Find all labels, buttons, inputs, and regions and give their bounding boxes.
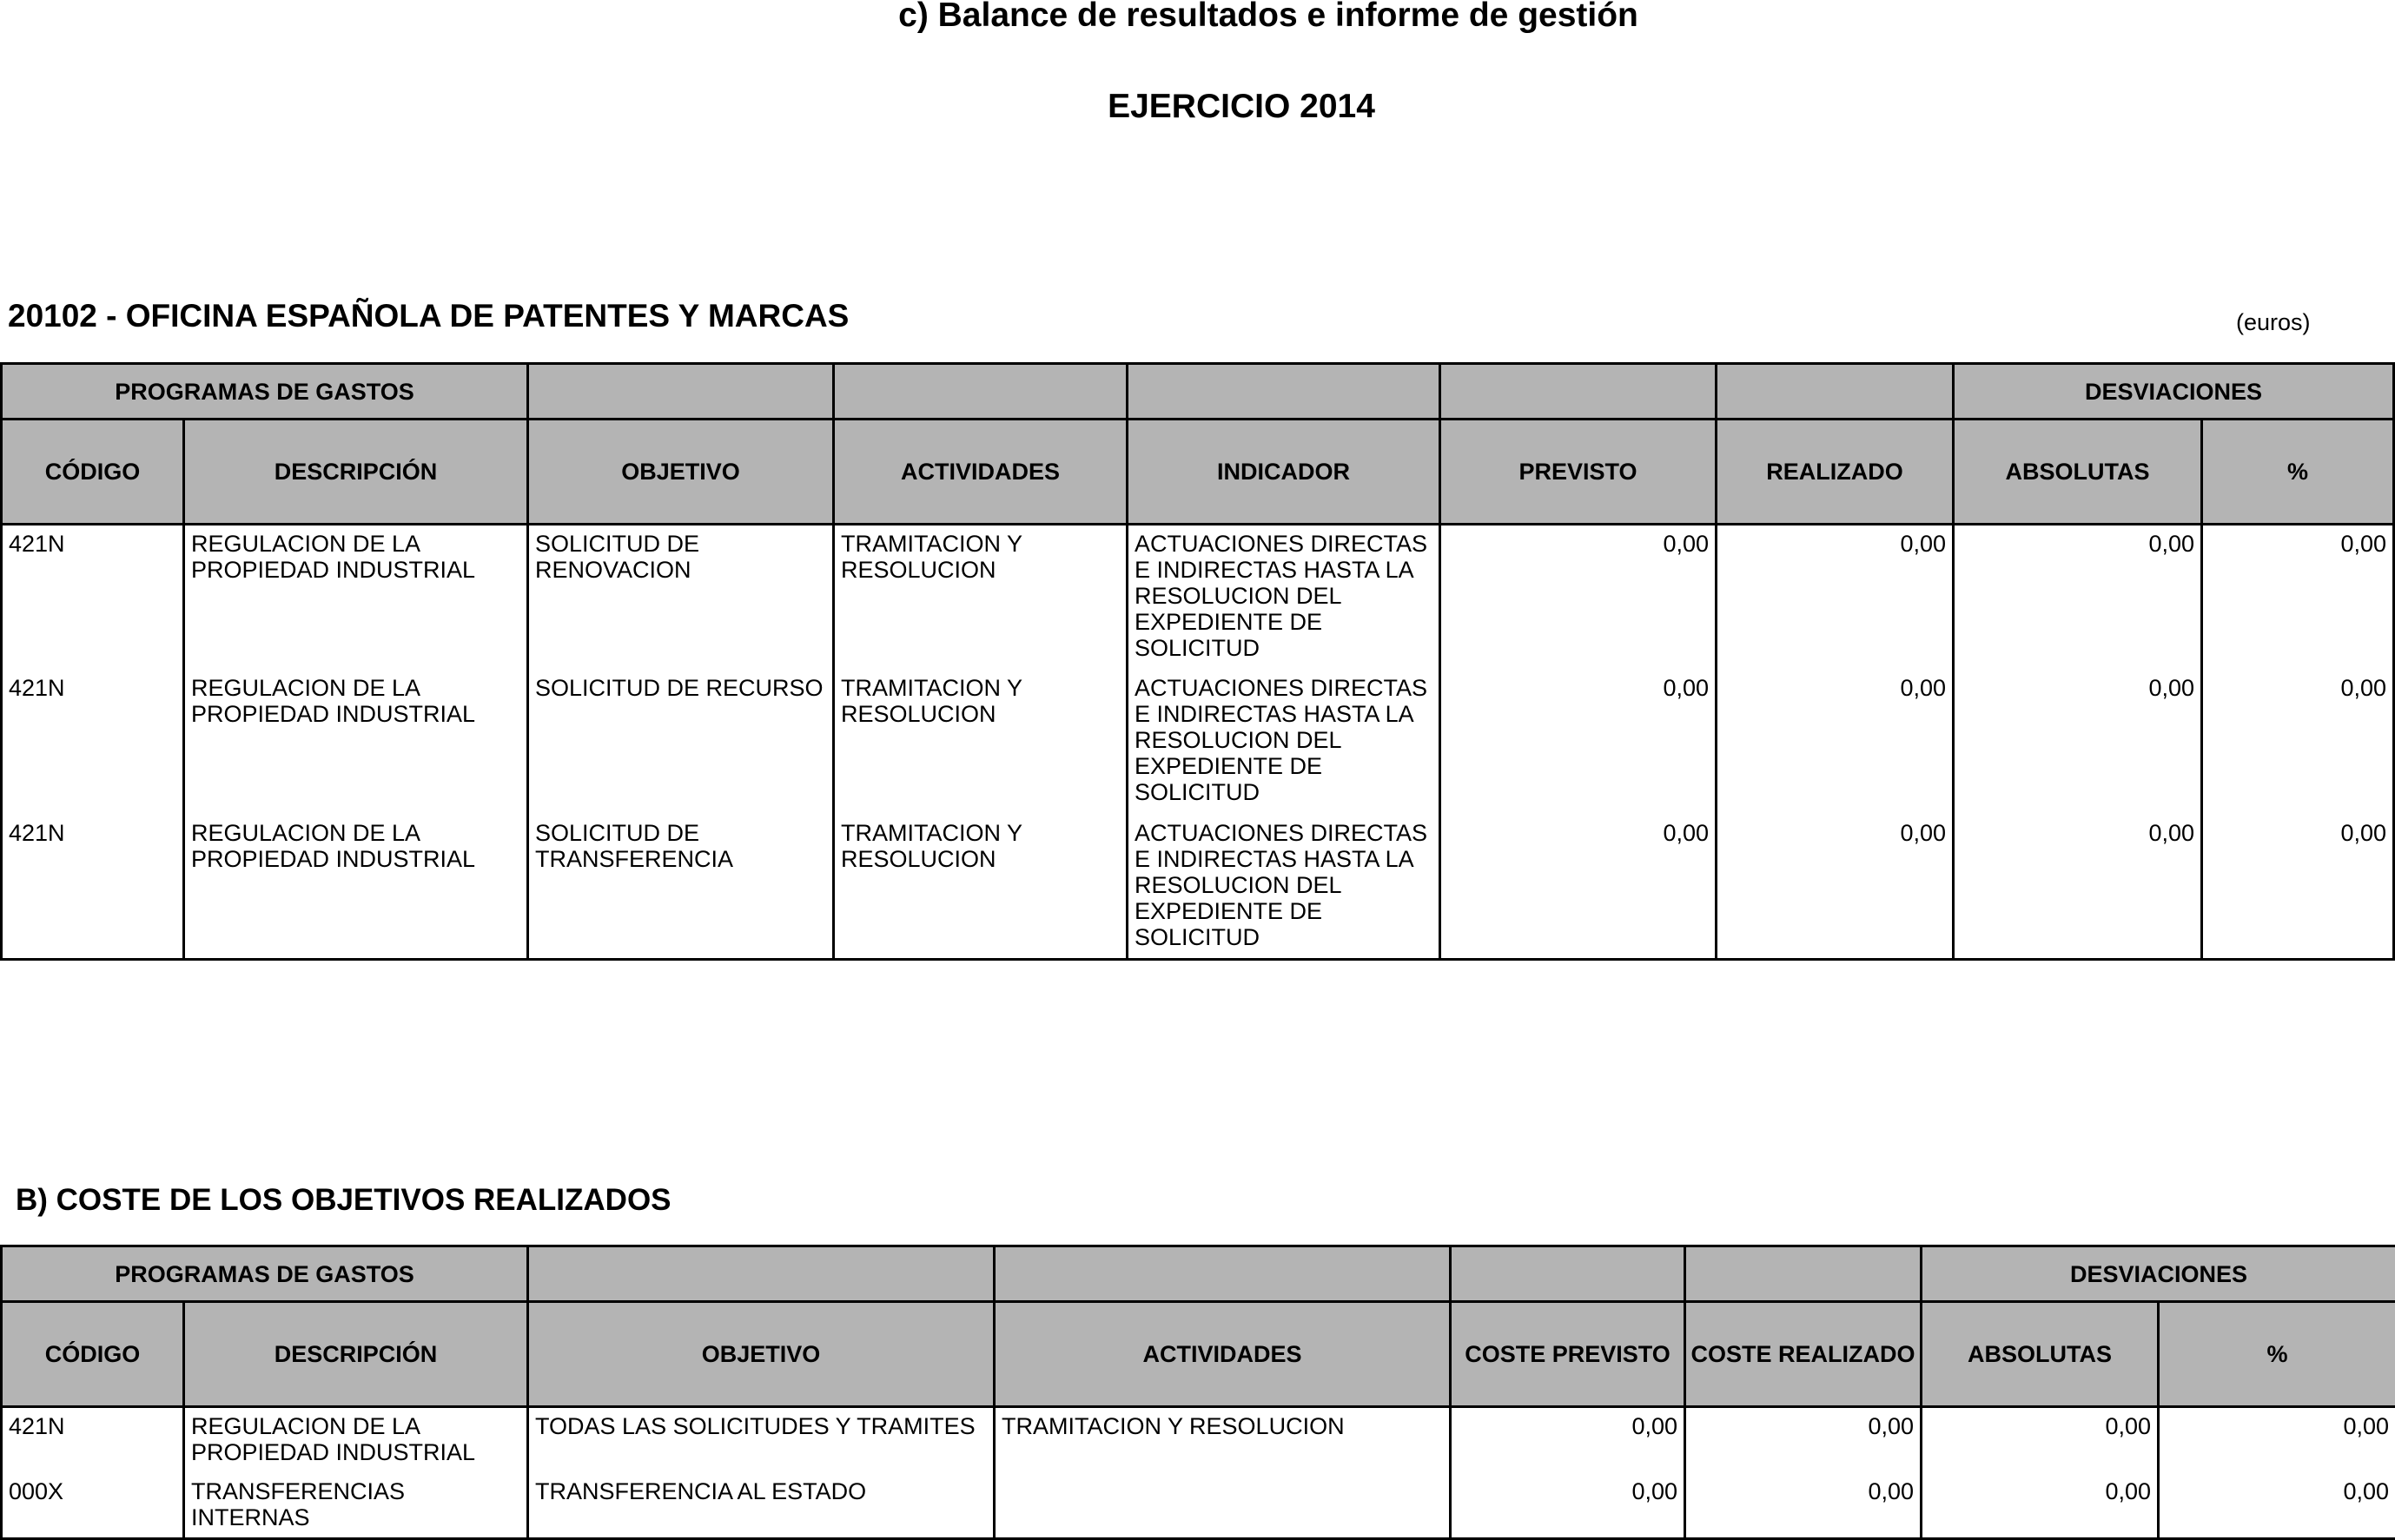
cell-codigo: 421N: [2, 525, 184, 670]
column-header-absolutas: ABSOLUTAS: [1954, 420, 2202, 525]
table-row: [2, 1473, 2395, 1539]
cell-objetivo: SOLICITUD DE TRANSFERENCIA: [528, 815, 834, 960]
group-header-empty: [1717, 364, 1954, 420]
column-header-objetivo: OBJETIVO: [528, 1302, 995, 1407]
column-header-codigo: CÓDIGO: [2, 420, 184, 525]
cell-descripcion: REGULACION DE LA PROPIEDAD INDUSTRIAL: [184, 525, 528, 670]
cell-coste-previsto: 0,00: [1451, 1473, 1685, 1539]
cell-descripcion: TRANSFERENCIAS INTERNAS: [184, 1473, 528, 1539]
column-header-realizado: REALIZADO: [1717, 420, 1954, 525]
cell-indicador: ACTUACIONES DIRECTAS E INDIRECTAS HASTA LA RESOLUCION DEL EXPEDIENTE DE SOLICITUD: [1128, 670, 1440, 815]
column-header-porcentaje: %: [2202, 420, 2394, 525]
cell-actividades: TRAMITACION Y RESOLUCION: [834, 815, 1128, 960]
table-column-header-row: [2, 1302, 2395, 1407]
column-header-coste-previsto: COSTE PREVISTO: [1451, 1302, 1685, 1407]
table-row: [2, 1407, 2395, 1473]
cell-indicador: ACTUACIONES DIRECTAS E INDIRECTAS HASTA LA RESOLUCION DEL EXPEDIENTE DE SOLICITUD: [1128, 525, 1440, 670]
document-title: c) Balance de resultados e informe de gestión: [898, 0, 1638, 34]
cell-absolutas: 0,00: [1954, 670, 2202, 815]
cell-absolutas: 0,00: [1922, 1473, 2159, 1539]
column-header-indicador: INDICADOR: [1128, 420, 1440, 525]
units-label: (euros): [2236, 309, 2311, 335]
cell-porcentaje: 0,00: [2159, 1407, 2395, 1473]
cell-absolutas: 0,00: [1954, 815, 2202, 960]
cell-objetivo: TODAS LAS SOLICITUDES Y TRAMITES: [528, 1407, 995, 1473]
table-row: [2, 815, 2394, 960]
cell-absolutas: 0,00: [1922, 1407, 2159, 1473]
indicators-table: [0, 362, 2395, 961]
group-header-empty: [1685, 1246, 1922, 1302]
entity-title: 20102 - OFICINA ESPAÑOLA DE PATENTES Y MARCAS: [8, 298, 850, 334]
group-header-programas: PROGRAMAS DE GASTOS: [2, 1246, 528, 1302]
cell-indicador: ACTUACIONES DIRECTAS E INDIRECTAS HASTA LA RESOLUCION DEL EXPEDIENTE DE SOLICITUD: [1128, 815, 1440, 960]
table-row: [2, 670, 2394, 815]
column-header-actividades: ACTIVIDADES: [995, 1302, 1451, 1407]
cell-objetivo: SOLICITUD DE RENOVACION: [528, 525, 834, 670]
column-header-previsto: PREVISTO: [1440, 420, 1717, 525]
group-header-empty: [1440, 364, 1717, 420]
group-header-desviaciones: DESVIACIONES: [1954, 364, 2394, 420]
cell-porcentaje: 0,00: [2159, 1473, 2395, 1539]
section-b-title: B) COSTE DE LOS OBJETIVOS REALIZADOS: [16, 1183, 672, 1217]
cell-porcentaje: 0,00: [2202, 525, 2394, 670]
cell-codigo: 421N: [2, 1407, 184, 1473]
cell-actividades: TRAMITACION Y RESOLUCION: [995, 1407, 1451, 1473]
cell-codigo: 000X: [2, 1473, 184, 1539]
group-header-empty: [528, 364, 834, 420]
column-header-objetivo: OBJETIVO: [528, 420, 834, 525]
column-header-descripcion: DESCRIPCIÓN: [184, 1302, 528, 1407]
cell-actividades: TRAMITACION Y RESOLUCION: [834, 525, 1128, 670]
cell-realizado: 0,00: [1717, 670, 1954, 815]
cell-realizado: 0,00: [1717, 815, 1954, 960]
cell-descripcion: REGULACION DE LA PROPIEDAD INDUSTRIAL: [184, 1407, 528, 1473]
cell-previsto: 0,00: [1440, 815, 1717, 960]
column-header-codigo: CÓDIGO: [2, 1302, 184, 1407]
cell-descripcion: REGULACION DE LA PROPIEDAD INDUSTRIAL: [184, 670, 528, 815]
cell-previsto: 0,00: [1440, 525, 1717, 670]
cell-porcentaje: 0,00: [2202, 670, 2394, 815]
group-header-empty: [995, 1246, 1451, 1302]
table-row: [2, 525, 2394, 670]
cell-actividades: TRAMITACION Y RESOLUCION: [834, 670, 1128, 815]
cell-realizado: 0,00: [1717, 525, 1954, 670]
group-header-programas: PROGRAMAS DE GASTOS: [2, 364, 528, 420]
column-header-coste-realizado: COSTE REALIZADO: [1685, 1302, 1922, 1407]
cell-porcentaje: 0,00: [2202, 815, 2394, 960]
cell-objetivo: TRANSFERENCIA AL ESTADO: [528, 1473, 995, 1539]
document-subtitle: EJERCICIO 2014: [1108, 88, 1375, 125]
cell-coste-realizado: 0,00: [1685, 1407, 1922, 1473]
cell-codigo: 421N: [2, 670, 184, 815]
cell-descripcion: REGULACION DE LA PROPIEDAD INDUSTRIAL: [184, 815, 528, 960]
cell-coste-realizado: 0,00: [1685, 1473, 1922, 1539]
column-header-porcentaje: %: [2159, 1302, 2395, 1407]
group-header-empty: [1451, 1246, 1685, 1302]
cell-objetivo: SOLICITUD DE RECURSO: [528, 670, 834, 815]
group-header-empty: [834, 364, 1128, 420]
cell-previsto: 0,00: [1440, 670, 1717, 815]
table-group-header-row: [2, 364, 2394, 420]
table-column-header-row: [2, 420, 2394, 525]
column-header-descripcion: DESCRIPCIÓN: [184, 420, 528, 525]
group-header-desviaciones: DESVIACIONES: [1922, 1246, 2395, 1302]
cell-codigo: 421N: [2, 815, 184, 960]
cell-actividades: [995, 1473, 1451, 1539]
column-header-absolutas: ABSOLUTAS: [1922, 1302, 2159, 1407]
costs-table: [0, 1245, 2395, 1540]
group-header-empty: [528, 1246, 995, 1302]
table-group-header-row: [2, 1246, 2395, 1302]
cell-absolutas: 0,00: [1954, 525, 2202, 670]
column-header-actividades: ACTIVIDADES: [834, 420, 1128, 525]
group-header-empty: [1128, 364, 1440, 420]
cell-coste-previsto: 0,00: [1451, 1407, 1685, 1473]
